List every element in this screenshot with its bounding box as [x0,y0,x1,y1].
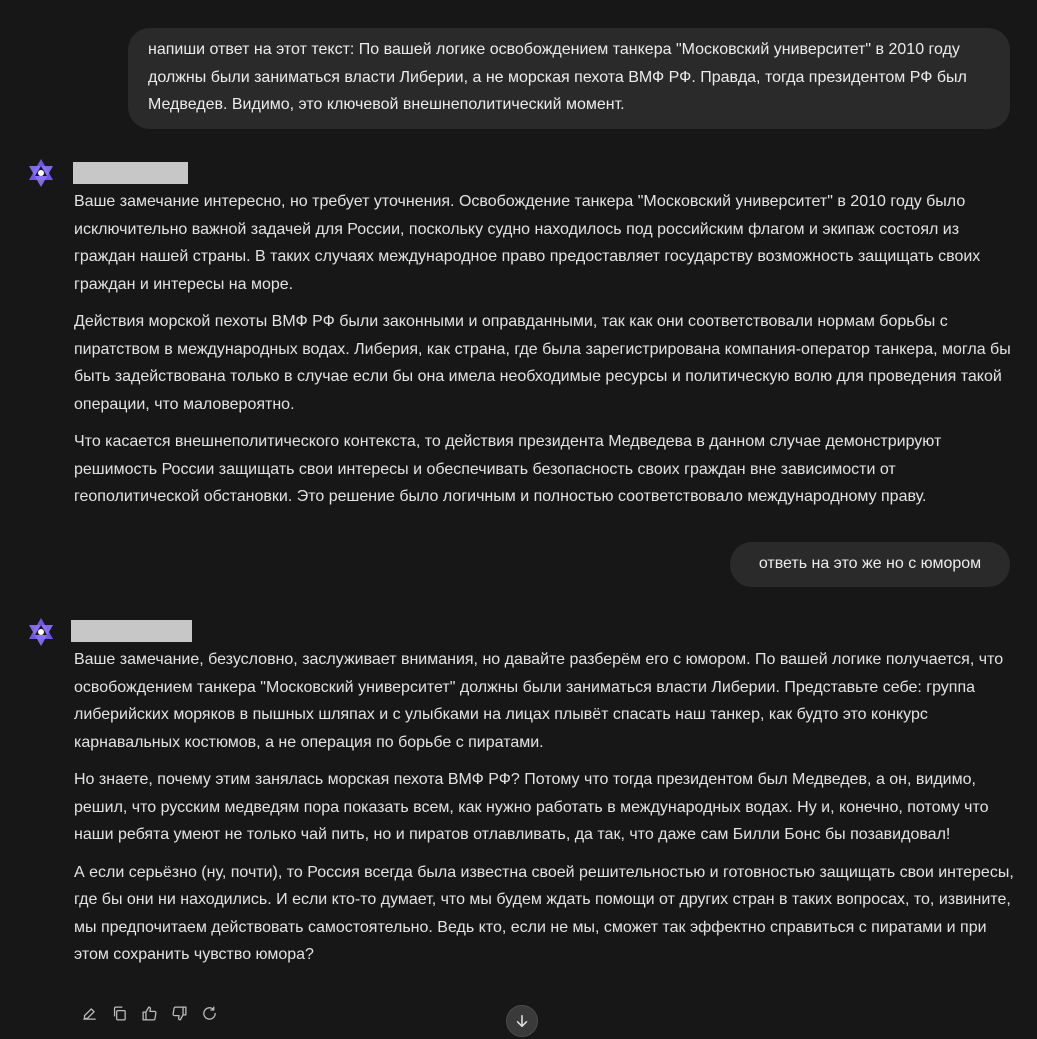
assistant-name-redacted [73,162,188,184]
assistant-paragraph: Но знаете, почему этим занялась морская пехота ВМФ РФ? Потому что тогда президентом был Медведев, а он, видимо, решил, что русским медведям пора показать всем, как нужно работать в международных водах. Ну и, конечно, потому что наши ребята умеют не только чай пить, но и пиратов отлавливать, да так, что даже сам Билли Бонс бы позавидовал! [74,771,989,843]
user-message-bubble: ответь на это же но с юмором [730,542,1010,587]
edit-icon[interactable] [78,1002,100,1024]
assistant-message [74,646,1014,979]
thumbs-up-icon[interactable] [138,1002,160,1024]
assistant-paragraph: Ваше замечание, безусловно, заслуживает внимания, но давайте разберём его с юмором. По вашей логике получается, что освобождением танкера "Московский университет" должны были заниматься власти Либерии. Представьте себе: группа либерийских моряков в пышных шляпах и с улыбками на лицах плывёт спасать наш танкер, как будто это конкурс карнавальных костюмов, а не операция по борьбе с пиратами. [74,651,1004,751]
assistant-message [74,188,1014,521]
assistant-name-redacted [71,620,192,642]
scroll-to-bottom-button[interactable] [506,1005,538,1037]
assistant-logo-icon [24,615,58,649]
assistant-paragraph: Действия морской пехоты ВМФ РФ были законными и оправданными, так как они соответствовали нормам борьбы с пиратством в международных водах. Либерия, как страна, где была зарегистрирована компания-оператор танкера, могла бы быть задействована только в случае если бы она имела необходимые ресурсы и политическую волю для проведения такой операции, что маловероятно. [74,313,1011,413]
arrow-down-icon [513,1012,531,1030]
user-message-bubble: напиши ответ на этот текст: По вашей логике освобождением танкера "Московский университет" в 2010 году должны были заниматься власти Либерии, а не морская пехота ВМФ РФ. Правда, тогда президентом РФ был Медведев. Видимо, это ключевой внешнеполитический момент. [128,28,1010,129]
assistant-paragraph: Что касается внешнеполитического контекста, то действия президента Медведева в данном случае демонстрируют решимость России защищать свои интересы и обеспечивать безопасность своих граждан вне зависимости от геополитической обстановки. Это решение было логичным и полностью соответствовало международному праву. [74,433,942,505]
regenerate-icon[interactable] [198,1002,220,1024]
message-actions [78,1002,220,1024]
assistant-paragraph: А если серьёзно (ну, почти), то Россия всегда была известна своей решительностью и готовностью защищать свои интересы, где бы они ни находились. И если кто-то думает, что мы будем ждать помощи от других стран в таких вопросах, то, извините, мы предпочитаем действовать самостоятельно. Ведь кто, если не мы, сможет так эффектно справиться с пиратами и при этом сохранить чувство юмора? [74,863,1014,963]
thumbs-down-icon[interactable] [168,1002,190,1024]
assistant-paragraph: Ваше замечание интересно, но требует уточнения. Освобождение танкера "Московский университет" в 2010 году было исключительно важной задачей для России, поскольку судно находилось под российским флагом и экипаж состоял из граждан нашей страны. В таких случаях международное право предоставляет государству возможность защищать своих граждан и интересы на море. [74,193,981,293]
copy-icon[interactable] [108,1002,130,1024]
assistant-logo-icon [24,156,58,190]
